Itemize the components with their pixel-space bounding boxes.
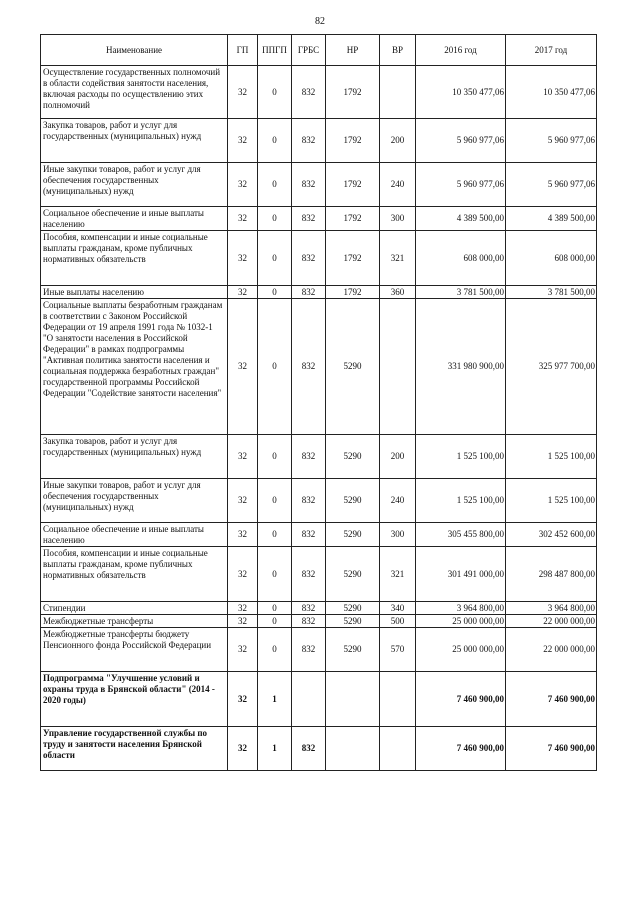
row-vr: 321 bbox=[380, 231, 416, 286]
row-ppgp: 0 bbox=[258, 119, 292, 163]
row-grbs: 832 bbox=[292, 547, 326, 602]
row-value-2016: 305 455 800,00 bbox=[416, 523, 506, 547]
row-vr: 240 bbox=[380, 479, 416, 523]
row-name: Иные закупки товаров, работ и услуг для обеспечения государственных (муниципальных) нужд bbox=[41, 479, 228, 523]
row-nr: 1792 bbox=[326, 286, 380, 299]
row-gp: 32 bbox=[228, 672, 258, 727]
row-vr bbox=[380, 66, 416, 119]
row-grbs: 832 bbox=[292, 435, 326, 479]
row-vr: 200 bbox=[380, 119, 416, 163]
row-ppgp: 0 bbox=[258, 163, 292, 207]
row-value-2016: 10 350 477,06 bbox=[416, 66, 506, 119]
row-value-2017: 5 960 977,06 bbox=[506, 163, 597, 207]
header-ppgp: ППГП bbox=[258, 35, 292, 66]
row-gp: 32 bbox=[228, 435, 258, 479]
page-number: 82 bbox=[315, 16, 325, 27]
row-gp: 32 bbox=[228, 727, 258, 771]
header-nr: НР bbox=[326, 35, 380, 66]
row-ppgp: 0 bbox=[258, 602, 292, 615]
row-name: Социальное обеспечение и иные выплаты населению bbox=[41, 523, 228, 547]
row-grbs: 832 bbox=[292, 207, 326, 231]
row-vr: 300 bbox=[380, 207, 416, 231]
row-value-2017: 4 389 500,00 bbox=[506, 207, 597, 231]
table-row bbox=[41, 615, 597, 628]
row-value-2017: 3 781 500,00 bbox=[506, 286, 597, 299]
header-grbs: ГРБС bbox=[292, 35, 326, 66]
table-row bbox=[41, 672, 597, 727]
row-gp: 32 bbox=[228, 523, 258, 547]
row-vr bbox=[380, 727, 416, 771]
row-grbs: 832 bbox=[292, 66, 326, 119]
row-value-2016: 5 960 977,06 bbox=[416, 163, 506, 207]
row-vr: 240 bbox=[380, 163, 416, 207]
row-nr: 1792 bbox=[326, 163, 380, 207]
table-row bbox=[41, 435, 597, 479]
row-value-2016: 5 960 977,06 bbox=[416, 119, 506, 163]
budget-table bbox=[40, 34, 597, 771]
table-row bbox=[41, 163, 597, 207]
row-nr: 5290 bbox=[326, 523, 380, 547]
row-value-2016: 301 491 000,00 bbox=[416, 547, 506, 602]
row-nr: 5290 bbox=[326, 615, 380, 628]
row-name: Стипендии bbox=[41, 602, 228, 615]
row-value-2016: 1 525 100,00 bbox=[416, 435, 506, 479]
row-value-2017: 325 977 700,00 bbox=[506, 299, 597, 435]
table-header-row bbox=[41, 35, 597, 66]
row-gp: 32 bbox=[228, 66, 258, 119]
row-ppgp: 0 bbox=[258, 66, 292, 119]
row-name: Осуществление государственных полномочий в области содействия занятости населения, включая расходы по осуществлению этих полномочий bbox=[41, 66, 228, 119]
row-name: Управление государственной службы по труду и занятости населения Брянской области bbox=[41, 727, 228, 771]
row-value-2017: 1 525 100,00 bbox=[506, 479, 597, 523]
row-name: Пособия, компенсации и иные социальные выплаты гражданам, кроме публичных нормативных обязательств bbox=[41, 231, 228, 286]
row-nr: 1792 bbox=[326, 66, 380, 119]
row-value-2017: 298 487 800,00 bbox=[506, 547, 597, 602]
row-value-2017: 1 525 100,00 bbox=[506, 435, 597, 479]
row-value-2017: 302 452 600,00 bbox=[506, 523, 597, 547]
row-vr: 200 bbox=[380, 435, 416, 479]
table-row bbox=[41, 727, 597, 771]
row-vr bbox=[380, 299, 416, 435]
row-value-2016: 25 000 000,00 bbox=[416, 615, 506, 628]
row-vr: 570 bbox=[380, 628, 416, 672]
row-nr: 1792 bbox=[326, 231, 380, 286]
row-vr: 300 bbox=[380, 523, 416, 547]
row-nr: 5290 bbox=[326, 435, 380, 479]
row-value-2017: 22 000 000,00 bbox=[506, 615, 597, 628]
row-grbs: 832 bbox=[292, 231, 326, 286]
row-ppgp: 1 bbox=[258, 727, 292, 771]
row-vr bbox=[380, 672, 416, 727]
header-2016: 2016 год bbox=[416, 35, 506, 66]
row-value-2016: 7 460 900,00 bbox=[416, 727, 506, 771]
row-ppgp: 0 bbox=[258, 615, 292, 628]
row-grbs: 832 bbox=[292, 479, 326, 523]
table-row bbox=[41, 628, 597, 672]
row-value-2016: 608 000,00 bbox=[416, 231, 506, 286]
row-gp: 32 bbox=[228, 615, 258, 628]
header-name: Наименование bbox=[41, 35, 228, 66]
row-value-2017: 7 460 900,00 bbox=[506, 727, 597, 771]
header-vr: ВР bbox=[380, 35, 416, 66]
table-row bbox=[41, 523, 597, 547]
row-value-2016: 3 781 500,00 bbox=[416, 286, 506, 299]
row-value-2016: 25 000 000,00 bbox=[416, 628, 506, 672]
row-grbs: 832 bbox=[292, 615, 326, 628]
row-ppgp: 0 bbox=[258, 231, 292, 286]
row-gp: 32 bbox=[228, 299, 258, 435]
row-ppgp: 0 bbox=[258, 435, 292, 479]
row-value-2016: 7 460 900,00 bbox=[416, 672, 506, 727]
table-row bbox=[41, 119, 597, 163]
row-name: Закупка товаров, работ и услуг для государственных (муниципальных) нужд bbox=[41, 119, 228, 163]
row-value-2017: 7 460 900,00 bbox=[506, 672, 597, 727]
row-grbs: 832 bbox=[292, 727, 326, 771]
header-2017: 2017 год bbox=[506, 35, 597, 66]
row-gp: 32 bbox=[228, 119, 258, 163]
row-gp: 32 bbox=[228, 163, 258, 207]
table-row bbox=[41, 602, 597, 615]
row-nr: 1792 bbox=[326, 119, 380, 163]
row-grbs: 832 bbox=[292, 119, 326, 163]
row-name: Социальное обеспечение и иные выплаты населению bbox=[41, 207, 228, 231]
row-ppgp: 0 bbox=[258, 523, 292, 547]
row-vr: 321 bbox=[380, 547, 416, 602]
row-ppgp: 0 bbox=[258, 286, 292, 299]
table-row bbox=[41, 479, 597, 523]
row-nr: 5290 bbox=[326, 479, 380, 523]
row-nr: 1792 bbox=[326, 207, 380, 231]
row-grbs: 832 bbox=[292, 299, 326, 435]
row-nr: 5290 bbox=[326, 547, 380, 602]
row-name: Подпрограмма "Улучшение условий и охраны труда в Брянской области" (2014 - 2020 годы) bbox=[41, 672, 228, 727]
row-grbs: 832 bbox=[292, 523, 326, 547]
row-grbs: 832 bbox=[292, 628, 326, 672]
row-name: Межбюджетные трансферты бюджету Пенсионного фонда Российской Федерации bbox=[41, 628, 228, 672]
table-row bbox=[41, 286, 597, 299]
row-ppgp: 0 bbox=[258, 299, 292, 435]
row-grbs bbox=[292, 672, 326, 727]
row-ppgp: 0 bbox=[258, 207, 292, 231]
row-gp: 32 bbox=[228, 286, 258, 299]
row-nr: 5290 bbox=[326, 628, 380, 672]
table-row bbox=[41, 66, 597, 119]
header-gp: ГП bbox=[228, 35, 258, 66]
row-nr: 5290 bbox=[326, 299, 380, 435]
row-gp: 32 bbox=[228, 231, 258, 286]
row-vr: 500 bbox=[380, 615, 416, 628]
table-row bbox=[41, 231, 597, 286]
row-name: Иные выплаты населению bbox=[41, 286, 228, 299]
row-ppgp: 0 bbox=[258, 479, 292, 523]
table-row bbox=[41, 207, 597, 231]
row-ppgp: 0 bbox=[258, 628, 292, 672]
row-vr: 340 bbox=[380, 602, 416, 615]
row-value-2017: 10 350 477,06 bbox=[506, 66, 597, 119]
row-value-2016: 1 525 100,00 bbox=[416, 479, 506, 523]
row-nr bbox=[326, 727, 380, 771]
table-row bbox=[41, 547, 597, 602]
row-nr: 5290 bbox=[326, 602, 380, 615]
row-ppgp: 1 bbox=[258, 672, 292, 727]
row-nr bbox=[326, 672, 380, 727]
row-name: Пособия, компенсации и иные социальные выплаты гражданам, кроме публичных нормативных обязательств bbox=[41, 547, 228, 602]
row-name: Иные закупки товаров, работ и услуг для обеспечения государственных (муниципальных) нужд bbox=[41, 163, 228, 207]
row-gp: 32 bbox=[228, 479, 258, 523]
row-value-2017: 5 960 977,06 bbox=[506, 119, 597, 163]
row-vr: 360 bbox=[380, 286, 416, 299]
row-name: Социальные выплаты безработным гражданам в соответствии с Законом Российской Федерации от 19 апреля 1991 года № 1032-1 "О занятости населения в Российской Федерации" в рамках подпрограммы "Активная политика занятости населения и социальная поддержка безработных граждан" государственной программы Российской Федерации "Содействие занятости населения" bbox=[41, 299, 228, 435]
row-value-2016: 4 389 500,00 bbox=[416, 207, 506, 231]
row-value-2017: 3 964 800,00 bbox=[506, 602, 597, 615]
row-gp: 32 bbox=[228, 207, 258, 231]
row-grbs: 832 bbox=[292, 163, 326, 207]
row-value-2017: 22 000 000,00 bbox=[506, 628, 597, 672]
row-value-2016: 331 980 900,00 bbox=[416, 299, 506, 435]
row-grbs: 832 bbox=[292, 602, 326, 615]
row-gp: 32 bbox=[228, 628, 258, 672]
row-name: Закупка товаров, работ и услуг для государственных (муниципальных) нужд bbox=[41, 435, 228, 479]
row-grbs: 832 bbox=[292, 286, 326, 299]
row-ppgp: 0 bbox=[258, 547, 292, 602]
row-value-2017: 608 000,00 bbox=[506, 231, 597, 286]
row-gp: 32 bbox=[228, 547, 258, 602]
row-gp: 32 bbox=[228, 602, 258, 615]
table-row bbox=[41, 299, 597, 435]
row-value-2016: 3 964 800,00 bbox=[416, 602, 506, 615]
row-name: Межбюджетные трансферты bbox=[41, 615, 228, 628]
